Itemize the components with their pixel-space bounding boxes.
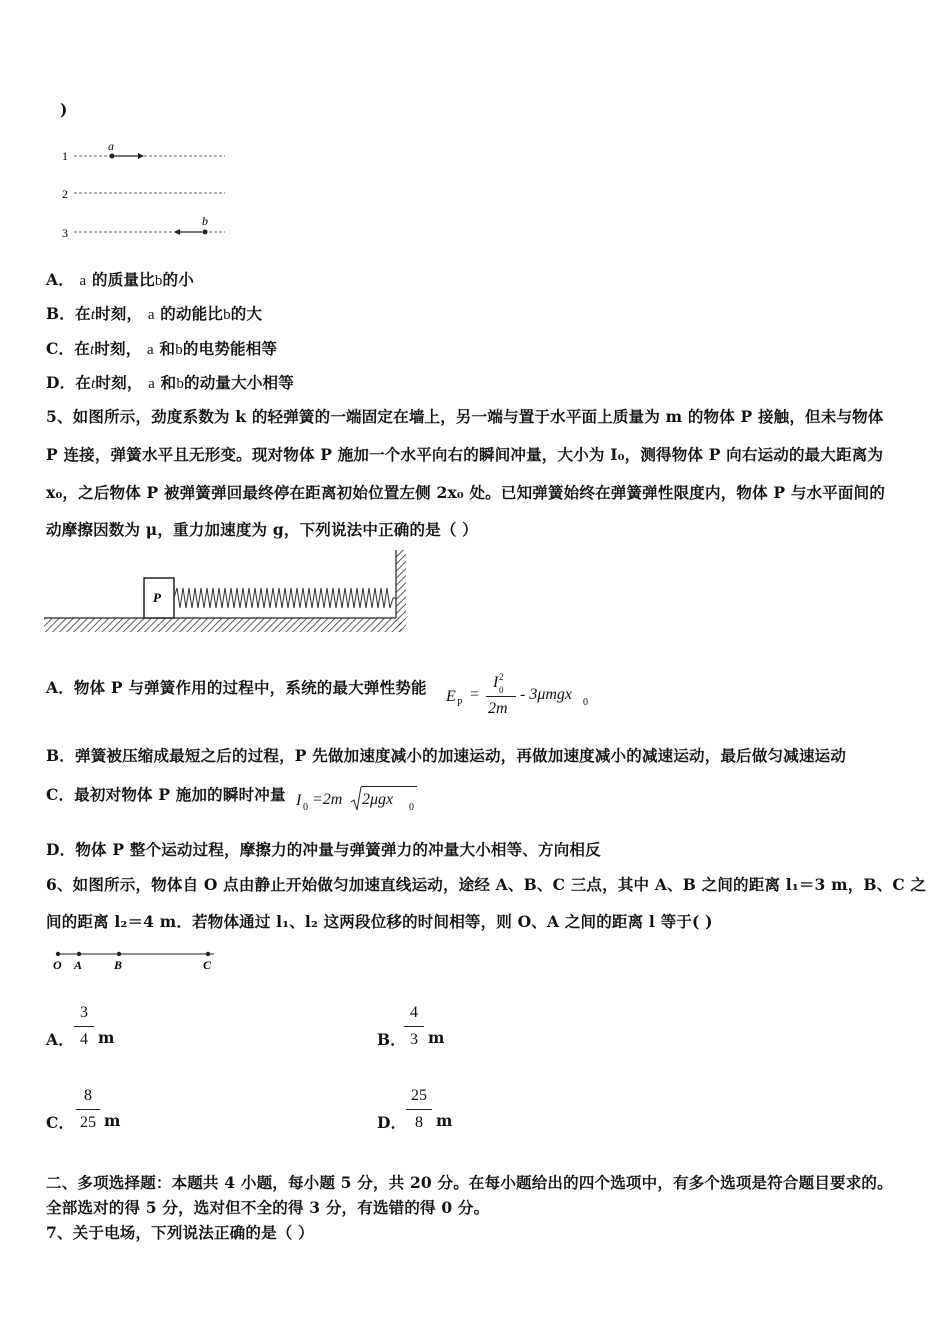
line-label-1: 1: [62, 149, 68, 163]
block-p-label: P: [153, 590, 161, 605]
point-o: [56, 952, 60, 956]
q5-stem-line4: 动摩擦因数为 μ，重力加速度为 g，下列说法中正确的是（ ）: [46, 520, 478, 539]
q5-option-c-formula: I 0 =2m 2μgx 0: [296, 784, 426, 818]
top-paren: ): [60, 100, 68, 119]
q5-option-d: D．物体 P 整个运动过程，摩擦力的冲量与弹簧弹力的冲量大小相等、方向相反: [46, 840, 601, 859]
label-a: A: [74, 958, 83, 972]
wall: [396, 550, 406, 632]
sqrt-icon: [350, 786, 362, 812]
line-label-3: 3: [62, 226, 68, 240]
charge-a: [110, 154, 115, 159]
line-label-2: 2: [62, 187, 68, 201]
q4-option-d: D．在t时刻， a 和b的动量大小相等: [46, 373, 294, 392]
q4-figure: [60, 140, 230, 245]
q5-option-c: C．最初对物体 P 施加的瞬时冲量: [46, 785, 286, 804]
charge-b: [203, 230, 208, 235]
label-o: O: [53, 958, 62, 972]
point-c: [206, 952, 210, 956]
spring: [174, 588, 396, 608]
q6-option-b-fraction: 4 3: [404, 1002, 424, 1051]
q5-spring-figure: [44, 548, 410, 636]
q6-option-a-unit: m: [98, 1028, 115, 1047]
q6-option-c-letter: C．: [46, 1113, 75, 1132]
q6-option-d-fraction: 25 8: [406, 1085, 432, 1134]
q4-option-c: C．在t时刻， a 和b的电势能相等: [46, 339, 278, 358]
q6-line-figure: [50, 946, 220, 974]
q5-stem-line1: 5、如图所示，劲度系数为 k 的轻弹簧的一端固定在墙上，另一端与置于水平面上质量为 m 的物体 P 接触，但未与物体: [46, 407, 884, 426]
q6-stem-line1: 6、如图所示，物体自 O 点由静止开始做匀加速直线运动，途经 A、B、C 三点，其中 A、B 之间的距离 l₁＝3 m，B、C 之: [46, 875, 927, 894]
point-a: [77, 952, 81, 956]
q6-stem-line2: 间的距离 l₂＝4 m．若物体通过 l₁、l₂ 这两段位移的时间相等，则 O、A 之间的距离 l 等于( ): [46, 912, 713, 931]
q6-option-a-letter: A．: [46, 1030, 74, 1049]
label-a: a: [108, 140, 114, 153]
q4-option-a: A． a 的质量比b的小: [46, 270, 194, 289]
q6-option-c-fraction: 8 25: [76, 1085, 100, 1134]
q6-option-c-unit: m: [104, 1111, 121, 1130]
point-b: [117, 952, 121, 956]
label-b: B: [114, 958, 123, 972]
ground: [44, 618, 402, 632]
q5-option-a-formula: E P = I 2 0 2m - 3μmgx 0: [446, 672, 588, 717]
q5-option-b: B．弹簧被压缩成最短之后的过程，P 先做加速度减小的加速运动，再做加速度减小的减速运动，最后做匀减速运动: [46, 746, 847, 765]
label-c: C: [203, 958, 212, 972]
q6-option-d-letter: D．: [377, 1113, 407, 1132]
section2-line2: 全部选对的得 5 分，选对但不全的得 3 分，有选错的得 0 分。: [46, 1198, 490, 1217]
q6-option-a-fraction: 3 4: [74, 1002, 94, 1051]
section2-line1: 二、多项选择题：本题共 4 小题，每小题 5 分，共 20 分。在每小题给出的四个选项中，有多个选项是符合题目要求的。: [46, 1173, 893, 1192]
q6-option-d-unit: m: [436, 1111, 453, 1130]
label-b: b: [202, 214, 208, 228]
q6-option-b-unit: m: [428, 1028, 445, 1047]
q4-option-b: B．在t时刻， a 的动能比b的大: [46, 304, 263, 323]
q7-stem-line1: 7、关于电场，下列说法正确的是（ ）: [46, 1223, 314, 1242]
q6-option-b-letter: B．: [377, 1030, 407, 1049]
q5-stem-line2: P 连接，弹簧水平且无形变。现对物体 P 施加一个水平向右的瞬间冲量，大小为 I₀，测得物体 P 向右运动的最大距离为: [46, 445, 884, 464]
q5-option-a: A．物体 P 与弹簧作用的过程中，系统的最大弹性势能: [46, 678, 427, 697]
q5-stem-line3: x₀，之后物体 P 被弹簧弹回最终停在距离初始位置左侧 2x₀ 处。已知弹簧始终在弹簧弹性限度内，物体 P 与水平面间的: [46, 483, 886, 502]
